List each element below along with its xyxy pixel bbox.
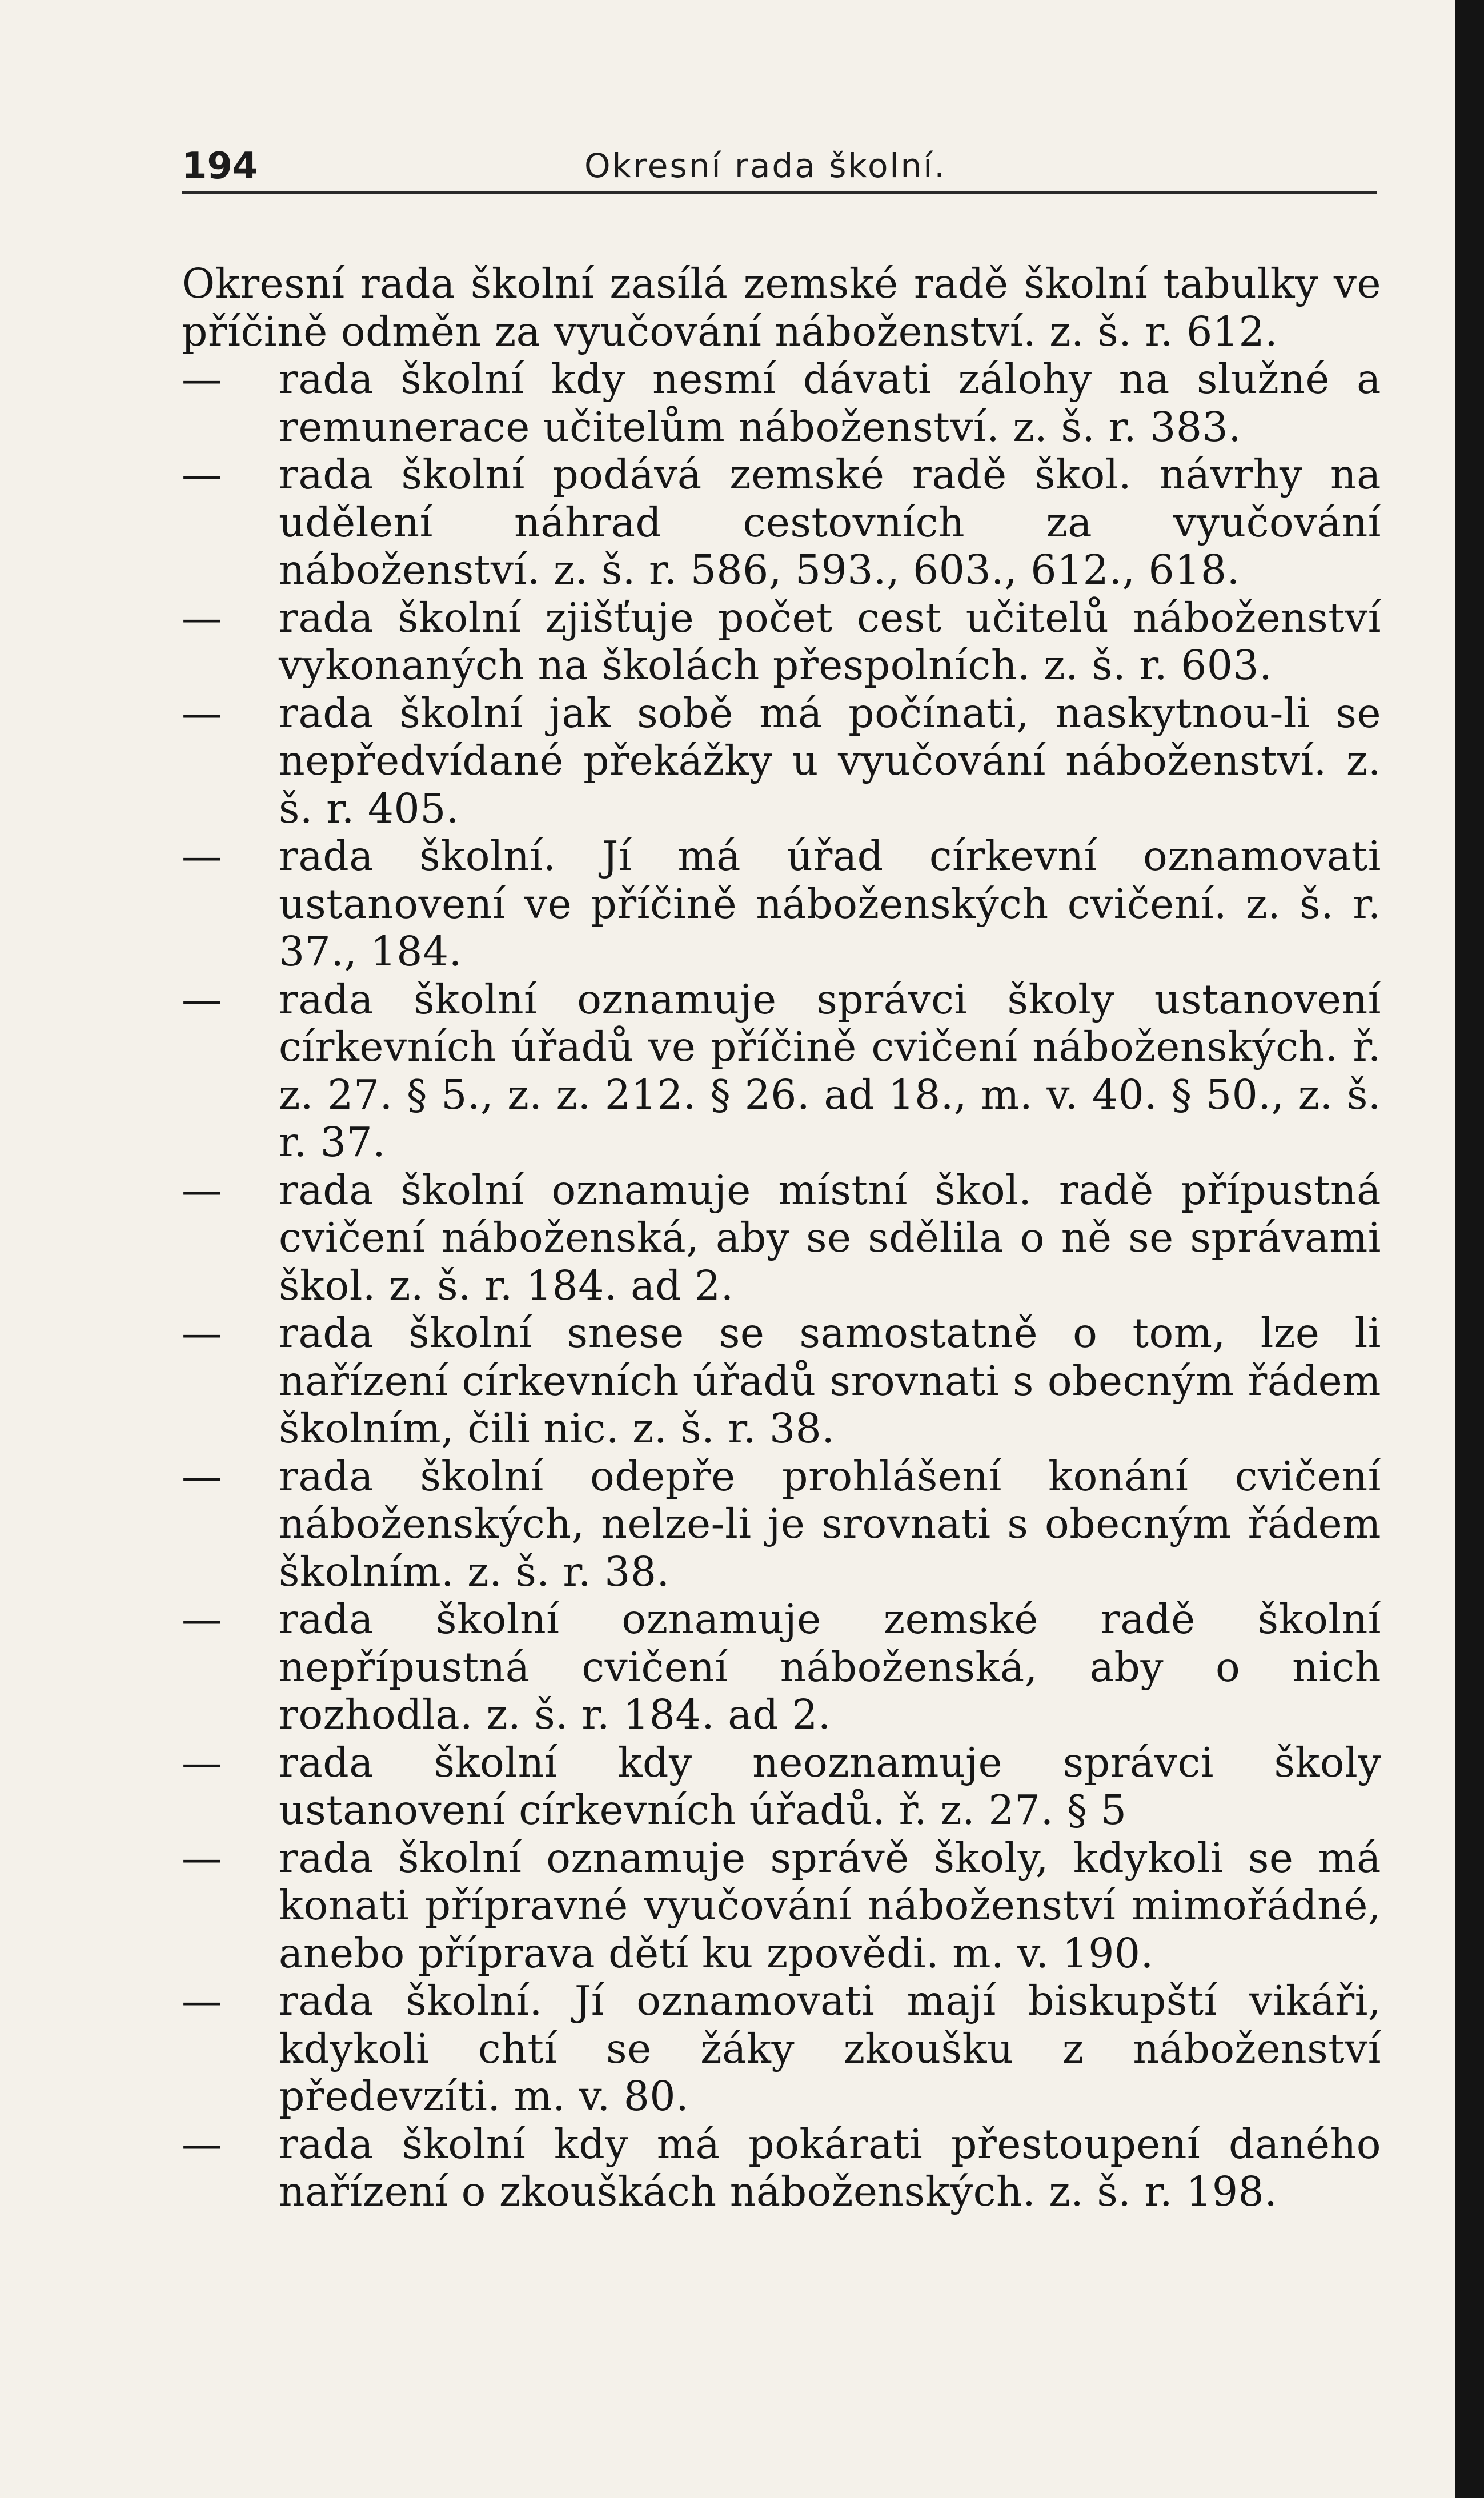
index-entry: — rada školní snese se samostatně o tom, lze li nařízení církevních úřadů srovnati s obecným řádem školním, čili nic. z. š. r. 38. [182, 1309, 1381, 1452]
header-rule [182, 191, 1377, 194]
index-entry: — rada školní kdy má pokárati přestoupení daného nařízení o zkouškách náboženských. z. š. r. 198. [182, 2120, 1381, 2215]
entry-dash: — [182, 594, 223, 641]
entry-dash: — [182, 1834, 223, 1882]
entry-dash: — [182, 451, 223, 498]
running-title: Okresní rada školní. [584, 146, 946, 185]
index-entry: — rada školní zjišťuje počet cest učitelů náboženství vykonaných na školách přespolních. z. š. r. 603. [182, 594, 1381, 689]
entry-dash: — [182, 355, 223, 403]
entry-dash: — [182, 689, 223, 737]
index-entry: — rada školní podává zemské radě škol. návrhy na udělení náhrad cestovních za vyučování náboženství. z. š. r. 586, 593., 603., 612., 618. [182, 451, 1381, 594]
page-header [182, 133, 1377, 195]
index-entry: — rada školní oznamuje zemské radě školní nepřípustná cvičení náboženská, aby o nich rozhodla. z. š. r. 184. ad 2. [182, 1595, 1381, 1738]
index-entry: — rada školní kdy neoznamuje správci školy ustanovení církevních úřadů. ř. z. 27. § 5 [182, 1738, 1381, 1834]
index-entry: — rada školní. Jí má úřad církevní oznamovati ustanovení ve příčině náboženských cvičení. z. š. r. 37., 184. [182, 832, 1381, 975]
entry-dash: — [182, 832, 223, 880]
index-entry: — rada školní. Jí oznamovati mají biskupští vikáři, kdykoli chtí se žáky zkoušku z náboženství předevzíti. m. v. 80. [182, 1977, 1381, 2120]
index-entry: — rada školní jak sobě má počínati, naskytnou-li se nepředvídané překážky u vyučování náboženství. z. š. r. 405. [182, 689, 1381, 832]
entry-dash: — [182, 1738, 223, 1786]
entry-dash: — [182, 1977, 223, 2024]
entry-dash: — [182, 1452, 223, 1500]
entry-dash: — [182, 975, 223, 1023]
index-entry: — rada školní oznamuje správci školy ustanovení církevních úřadů ve příčině cvičení náboženských. ř. z. 27. § 5., z. z. 212. § 26. ad 18., m. v. 40. § 50., z. š. r. 37. [182, 975, 1381, 1166]
entry-dash: — [182, 2120, 223, 2168]
entry-dash: — [182, 1309, 223, 1357]
page-number: 194 [182, 145, 258, 187]
entry-dash: — [182, 1595, 223, 1643]
index-entry: Okresní rada školní zasílá zemské radě školní tabulky ve příčině odměn za vyučování náboženství. z. š. r. 612. [182, 260, 1381, 355]
scan-edge [1455, 0, 1484, 2498]
index-entries [182, 260, 1381, 2216]
index-entry: — rada školní oznamuje místní škol. radě přípustná cvičení náboženská, aby se sdělila o ně se správami škol. z. š. r. 184. ad 2. [182, 1166, 1381, 1309]
index-entry: — rada školní odepře prohlášení konání cvičení náboženských, nelze-li je srovnati s obecným řádem školním. z. š. r. 38. [182, 1452, 1381, 1595]
index-entry: — rada školní kdy nesmí dávati zálohy na služné a remunerace učitelům náboženství. z. š. r. 383. [182, 355, 1381, 451]
entry-dash: — [182, 1166, 223, 1214]
index-entry: — rada školní oznamuje správě školy, kdykoli se má konati přípravné vyučování náboženství mimořádné, anebo příprava dětí ku zpovědi. m. v. 190. [182, 1834, 1381, 1977]
